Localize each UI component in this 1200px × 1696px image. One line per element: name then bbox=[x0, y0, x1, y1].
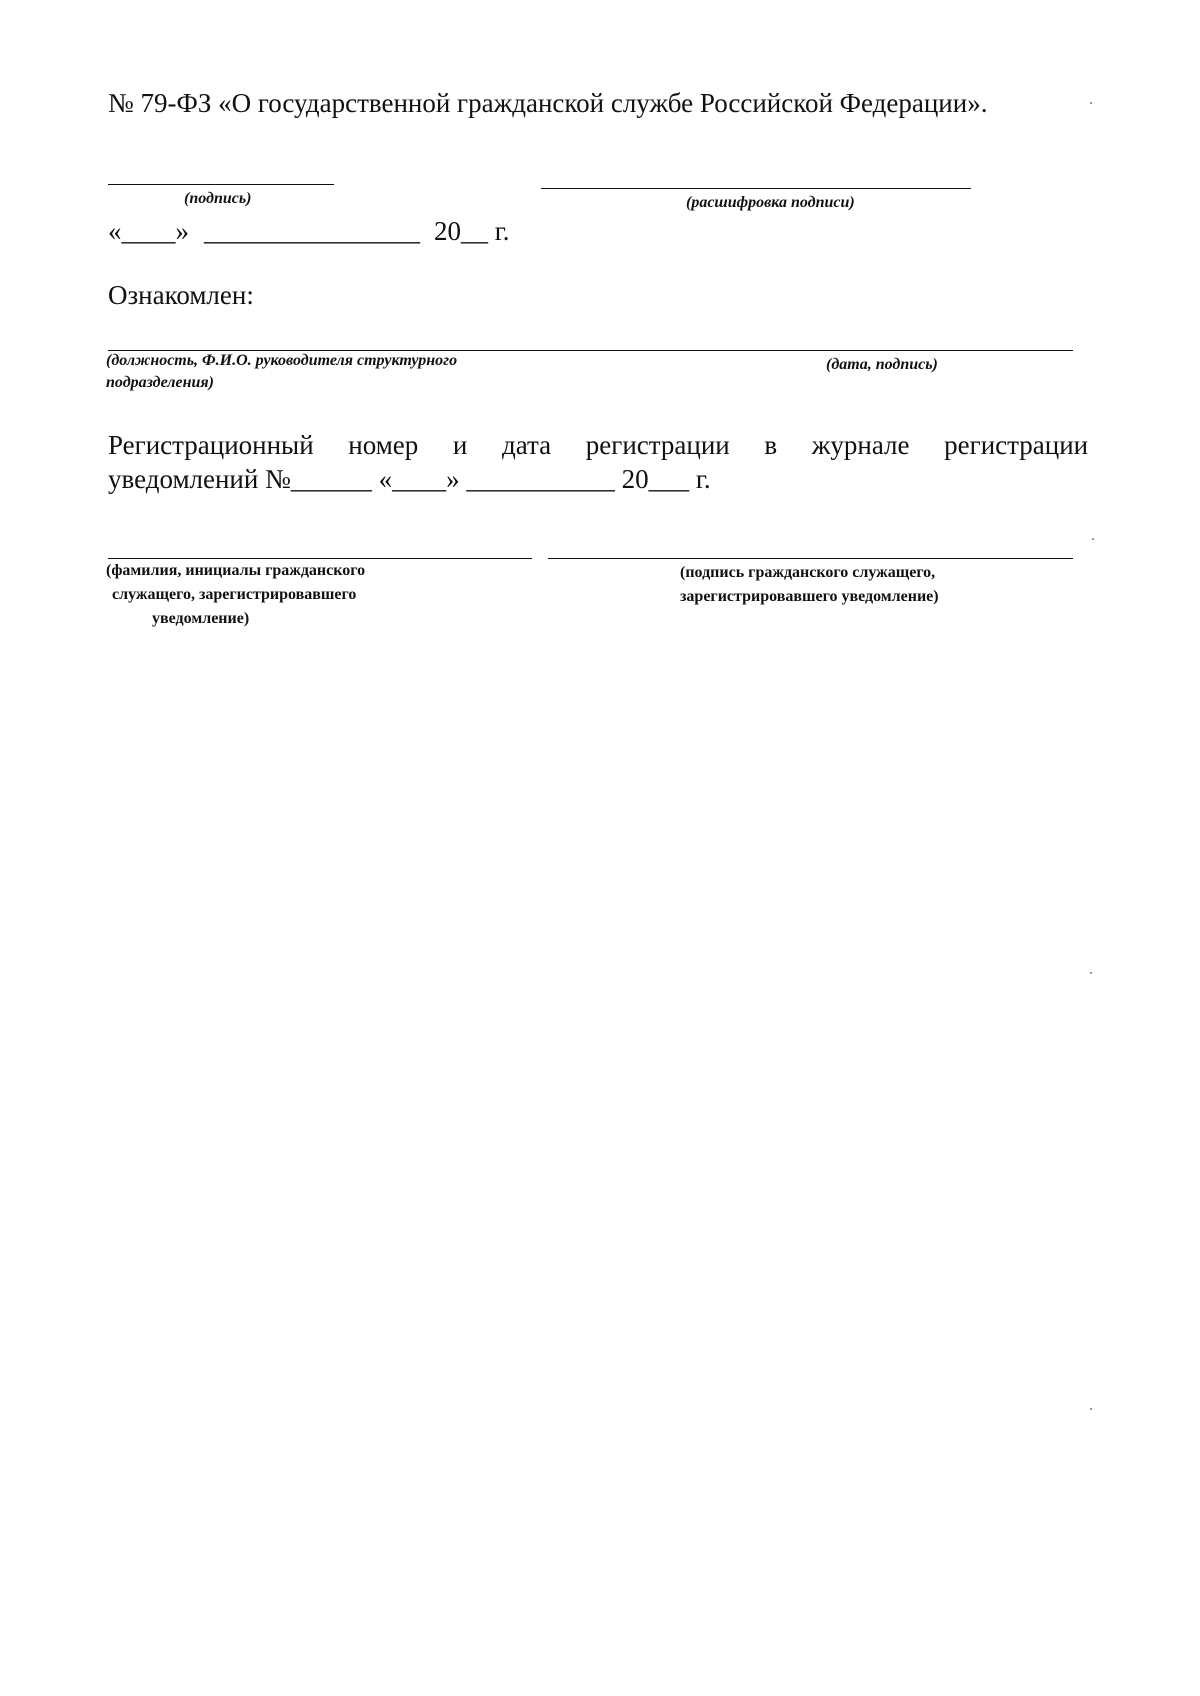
registration-word: номер bbox=[348, 430, 419, 460]
registrar-name-caption-line2: служащего, зарегистрировавшего bbox=[112, 586, 357, 603]
date-sign-caption: (дата, подпись) bbox=[826, 356, 938, 373]
registration-word: регистрации bbox=[944, 430, 1089, 460]
signature-line bbox=[108, 184, 334, 185]
registration-word: регистрации bbox=[585, 430, 730, 460]
signature-decoding-line bbox=[541, 188, 971, 189]
date-year-field: 20__ г. bbox=[434, 216, 510, 246]
registrar-sign-line bbox=[548, 558, 1073, 559]
registrar-name-line bbox=[108, 558, 532, 559]
registrar-sign-caption-line1: (подпись гражданского служащего, bbox=[680, 564, 936, 581]
date-day-field: «____» bbox=[108, 216, 189, 246]
position-caption-line1: (должность, Ф.И.О. руководителя структурного bbox=[106, 352, 458, 369]
registrar-sign-caption-line2: зарегистрировавшего уведомление) bbox=[680, 588, 939, 605]
position-caption-line2: подразделения) bbox=[106, 374, 214, 391]
signature-decoding-caption: (расшифровка подписи) bbox=[686, 194, 855, 211]
signature-caption: (подпись) bbox=[184, 190, 252, 207]
registration-line1 bbox=[108, 430, 1088, 461]
registration-word: Регистрационный bbox=[108, 430, 314, 460]
registrar-name-caption-line1: (фамилия, инициалы гражданского bbox=[106, 562, 366, 579]
registration-line2: уведомлений №______ «____» ___________ 20___ г. bbox=[108, 464, 711, 494]
scan-speck bbox=[1090, 102, 1092, 104]
registration-word: в bbox=[764, 430, 778, 460]
law-reference-line: № 79-ФЗ «О государственной гражданской службе Российской Федерации». bbox=[108, 88, 988, 118]
registration-word: журнале bbox=[811, 430, 910, 460]
date-month-field: ________________ bbox=[204, 216, 420, 246]
scan-speck bbox=[1090, 972, 1092, 974]
acknowledged-label: Ознакомлен: bbox=[108, 280, 254, 310]
registration-word: и bbox=[452, 430, 468, 460]
scan-speck bbox=[1092, 538, 1094, 540]
registration-word: дата bbox=[502, 430, 552, 460]
acknowledged-line bbox=[108, 350, 1073, 351]
scan-speck bbox=[1090, 1408, 1092, 1410]
registrar-name-caption-line3: уведомление) bbox=[152, 610, 250, 627]
